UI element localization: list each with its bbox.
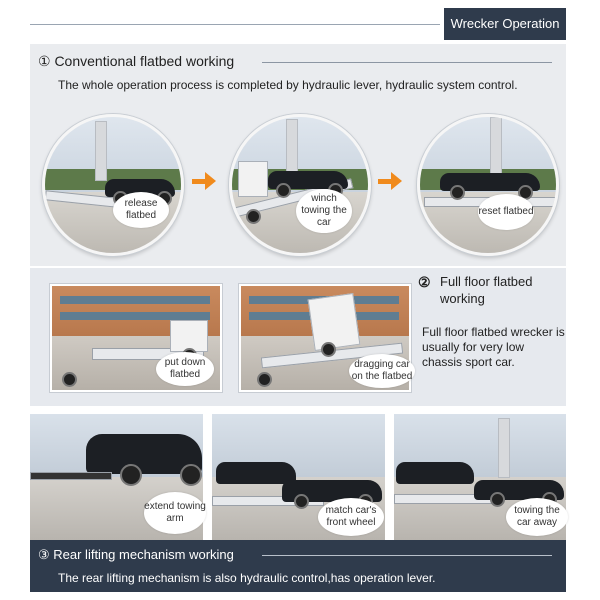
section2-number: ②: [418, 274, 431, 290]
photo-label: dragging car on the flatbed: [349, 354, 415, 388]
section1-description: The whole operation process is completed by hydraulic lever, hydraulic system control.: [58, 78, 518, 92]
arrow-right-icon: [192, 179, 206, 184]
section3-divider: [262, 555, 552, 556]
arrow-right-icon-head: [205, 172, 216, 190]
section-tag: Wrecker Operation: [444, 8, 566, 40]
photo-label: towing the car away: [506, 498, 568, 536]
section1-divider: [262, 62, 552, 63]
step-label: release flatbed: [113, 192, 169, 228]
step-photo-release-flatbed: [42, 114, 184, 256]
step-photo-winch-towing: [229, 114, 371, 256]
photo-label: match car's front wheel: [318, 498, 384, 536]
section2-description: Full floor flatbed wrecker is usually for very low chassis sport car.: [422, 325, 565, 369]
section3-description: The rear lifting mechanism is also hydraulic control,has operation lever.: [58, 571, 436, 585]
header-divider: [30, 24, 440, 25]
photo-label: put down flatbed: [156, 352, 214, 386]
section3-title: ③ Rear lifting mechanism working: [38, 547, 234, 562]
arrow-right-icon: [378, 179, 392, 184]
section1-title: ① Conventional flatbed working: [38, 53, 235, 69]
section2-title: Full floor flatbed working: [440, 274, 533, 306]
photo-label: extend towing arm: [144, 492, 206, 534]
step-photo-reset-flatbed: [417, 114, 559, 256]
step-label: reset flatbed: [478, 194, 534, 230]
arrow-right-icon-head: [391, 172, 402, 190]
step-label: winch towing the car: [296, 189, 352, 233]
